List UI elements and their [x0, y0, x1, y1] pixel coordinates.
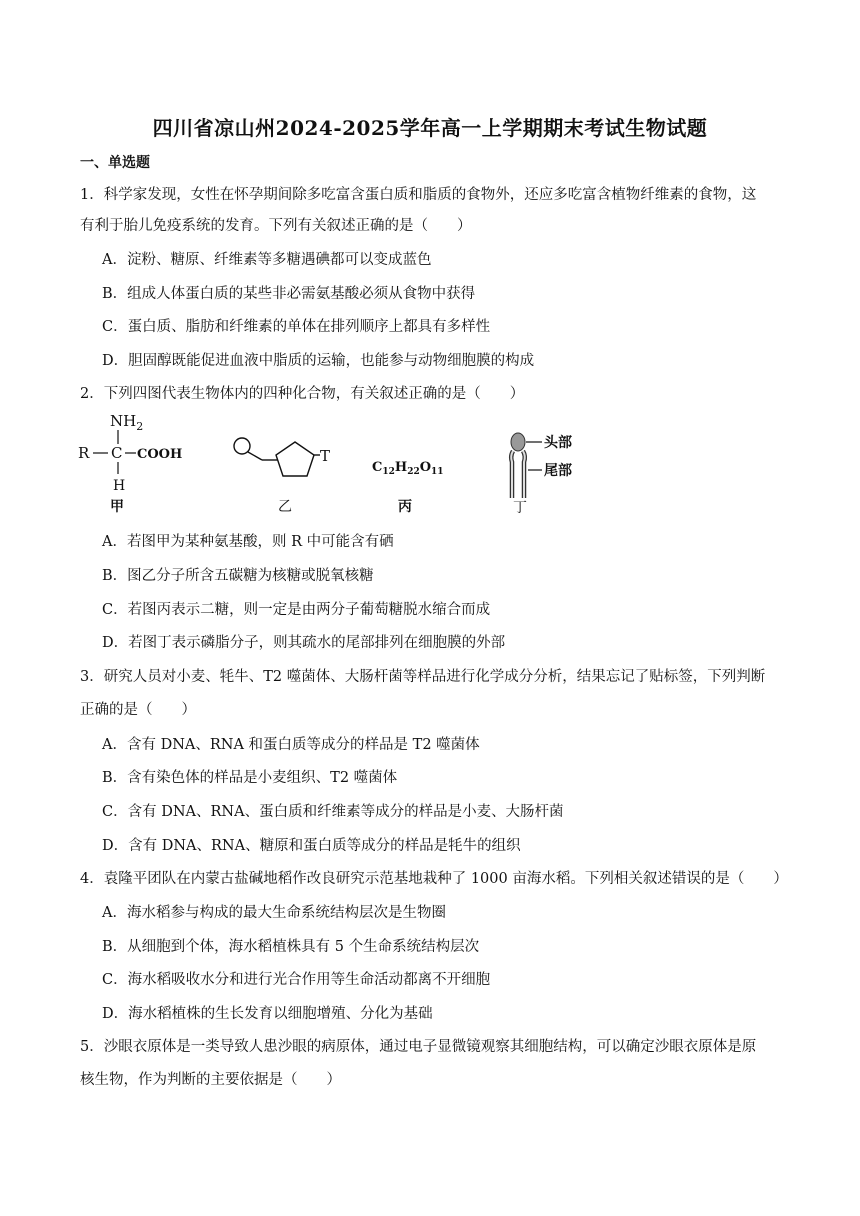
- figure-jia-label: 甲: [110, 499, 124, 515]
- tail-label: 尾部: [544, 463, 572, 479]
- document-title: 四川省凉山州2024-2025学年高一上学期期末考试生物试题: [152, 116, 708, 140]
- question-4-option-c: C．海水稻吸收水分和进行光合作用等生命活动都离不开细胞: [102, 972, 491, 988]
- base-label: T: [320, 447, 331, 465]
- pentose-pentagon-icon: [276, 442, 314, 476]
- question-3-option-b: B．含有染色体的样品是小麦组织、T2 噬菌体: [102, 770, 398, 786]
- figure-yi-nucleotide: [234, 438, 330, 515]
- question-3-option-a: A．含有 DNA、RNA 和蛋白质等成分的样品是 T2 噬菌体: [102, 737, 480, 753]
- carboxyl-label: COOH: [137, 447, 183, 462]
- question-1-option-c: C．蛋白质、脂肪和纤维素的单体在排列顺序上都具有多样性: [102, 319, 491, 335]
- hydrogen-label: H: [113, 478, 126, 494]
- question-4-option-a: A．海水稻参与构成的最大生命系统结构层次是生物圈: [102, 905, 446, 921]
- question-1-option-d: D．胆固醇既能促进血液中脂质的运输，也能参与动物细胞膜的构成: [102, 353, 535, 369]
- figure-ding-phospholipid: [511, 433, 572, 516]
- phosphate-circle-icon: [234, 438, 250, 454]
- figure-ding-label: 丁: [513, 500, 527, 516]
- question-2-figure: [70, 408, 630, 523]
- figure-bing-label: 丙: [398, 499, 412, 515]
- question-3-option-d: D．含有 DNA、RNA、糖原和蛋白质等成分的样品是牦牛的组织: [102, 838, 521, 854]
- question-4-option-b: B．从细胞到个体，海水稻植株具有 5 个生命系统结构层次: [102, 939, 480, 955]
- question-2-option-d: D．若图丁表示磷脂分子，则其疏水的尾部排列在细胞膜的外部: [102, 635, 506, 651]
- question-2-option-b: B．图乙分子所含五碳糖为核糖或脱氧核糖: [102, 568, 374, 584]
- question-2-line-1: 2．下列四图代表生物体内的四种化合物，有关叙述正确的是（ ）: [80, 386, 525, 402]
- question-3-line-2: 正确的是（ ）: [80, 702, 196, 718]
- svg-text:C12H22O11: $C_{12}H_{22}O_{11}$: [372, 460, 444, 477]
- question-5-line-1: 5．沙眼衣原体是一类导致人患沙眼的病原体，通过电子显微镜观察其细胞结构，可以确定沙眼衣原体是原: [80, 1039, 757, 1055]
- figure-yi-label: 乙: [278, 499, 292, 515]
- question-5-line-2: 核生物，作为判断的主要依据是（ ）: [80, 1072, 341, 1088]
- question-1-line-2: 有利于胎儿免疫系统的发育。下列有关叙述正确的是（ ）: [80, 218, 472, 234]
- question-4-option-d: D．海水稻植株的生长发育以细胞增殖、分化为基础: [102, 1006, 433, 1022]
- head-circle-icon: [511, 433, 525, 451]
- section-heading: 一、单选题: [80, 155, 150, 171]
- figure-jia-amino-acid: [78, 412, 182, 515]
- question-2-option-c: C．若图丙表示二糖，则一定是由两分子葡萄糖脱水缩合而成: [102, 602, 491, 618]
- alpha-carbon-label: C: [111, 444, 123, 462]
- question-1-line-1: 1．科学家发现，女性在怀孕期间除多吃富含蛋白质和脂质的食物外，还应多吃富含植物纤维素的食物，这: [80, 187, 757, 203]
- head-label: 头部: [544, 435, 572, 451]
- question-3-option-c: C．含有 DNA、RNA、蛋白质和纤维素等成分的样品是小麦、大肠杆菌: [102, 804, 564, 820]
- question-3-line-1: 3．研究人员对小麦、牦牛、T2 噬菌体、大肠杆菌等样品进行化学成分分析，结果忘记了贴标签，下列判断: [80, 669, 766, 685]
- r-group-label: R: [78, 444, 90, 462]
- question-1-option-b: B．组成人体蛋白质的某些非必需氨基酸必须从食物中获得: [102, 286, 476, 302]
- svg-text:NH2: $NH_2$: [110, 412, 144, 433]
- question-2-option-a: A．若图甲为某种氨基酸，则 R 中可能含有硒: [102, 534, 394, 550]
- figure-bing-formula: [372, 460, 444, 515]
- question-4-line-1: 4．袁隆平团队在内蒙古盐碱地稻作改良研究示范基地栽种了 1000 亩海水稻。下列相关叙述错误的是（ ）: [80, 871, 788, 887]
- question-1-option-a: A．淀粉、糖原、纤维素等多糖遇碘都可以变成蓝色: [102, 252, 432, 268]
